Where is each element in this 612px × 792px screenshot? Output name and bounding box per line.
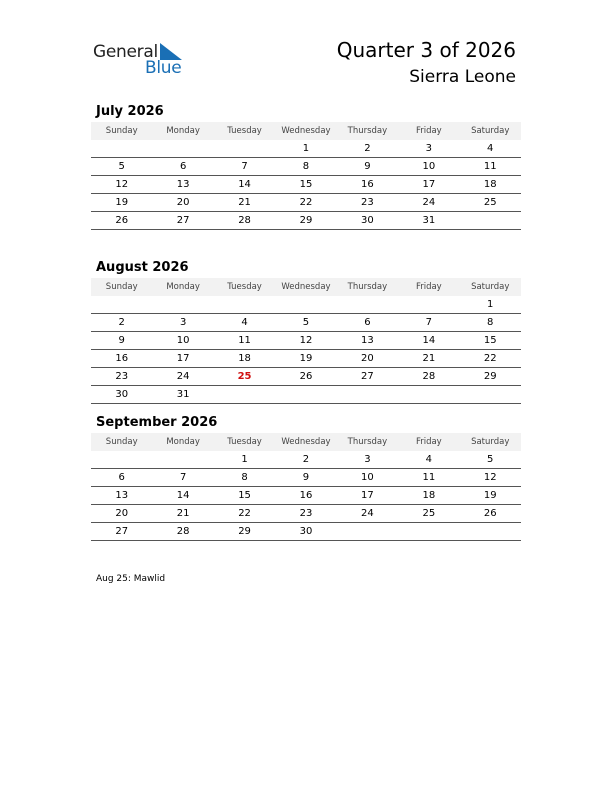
month-title: August 2026 — [96, 260, 189, 275]
day-cell: 15 — [299, 179, 313, 190]
day-cell: 19 — [115, 197, 129, 208]
day-cell: 1 — [241, 454, 248, 465]
weekday-header — [91, 433, 521, 451]
logo-general-text: General — [93, 42, 158, 62]
day-cell: 28 — [176, 526, 190, 537]
day-cell: 17 — [176, 353, 190, 364]
week-row — [91, 140, 521, 158]
day-cell: 11 — [422, 472, 436, 483]
week-row — [91, 332, 521, 350]
day-cell: 29 — [299, 215, 313, 226]
month-title: July 2026 — [96, 104, 164, 119]
day-cell: 18 — [422, 490, 436, 501]
weekday-label: Friday — [415, 126, 442, 136]
day-cell: 26 — [115, 215, 129, 226]
day-cell: 21 — [422, 353, 436, 364]
day-cell: 26 — [299, 371, 313, 382]
day-cell: 26 — [483, 508, 497, 519]
week-row — [91, 350, 521, 368]
week-row — [91, 296, 521, 314]
day-cell: 4 — [425, 454, 432, 465]
day-cell: 13 — [176, 179, 190, 190]
day-cell: 10 — [176, 335, 190, 346]
day-cell: 14 — [176, 490, 190, 501]
weekday-label: Sunday — [105, 126, 138, 136]
day-cell: 30 — [115, 389, 129, 400]
day-cell: 12 — [299, 335, 313, 346]
day-cell: 23 — [115, 371, 129, 382]
weekday-label: Thursday — [347, 282, 388, 292]
weekday-header — [91, 278, 521, 296]
day-cell: 24 — [361, 508, 374, 519]
day-cell: 11 — [483, 161, 497, 172]
day-cell: 31 — [422, 215, 436, 226]
weekday-label: Sunday — [105, 437, 138, 447]
day-cell: 4 — [487, 143, 494, 154]
day-cell: 20 — [176, 197, 190, 208]
week-row — [91, 451, 521, 469]
day-cell: 5 — [302, 317, 310, 328]
day-cell: 17 — [361, 490, 374, 501]
holiday-notes — [96, 574, 165, 584]
day-cell: 1 — [487, 299, 494, 310]
day-cell: 8 — [241, 472, 248, 483]
month-calendar-september — [91, 413, 521, 541]
day-cell: 23 — [361, 197, 374, 208]
day-cell: 21 — [238, 197, 251, 208]
day-cell: 4 — [241, 317, 248, 328]
week-row — [91, 487, 521, 505]
day-cell: 28 — [238, 215, 251, 226]
day-cell: 5 — [487, 454, 494, 465]
day-cell: 15 — [238, 490, 251, 501]
week-row — [91, 368, 521, 386]
holiday-day-cell: 25 — [237, 371, 252, 382]
day-cell: 16 — [299, 490, 313, 501]
day-cell: 25 — [483, 197, 497, 208]
weekday-label: Saturday — [471, 282, 510, 292]
month-calendar-august — [91, 258, 521, 404]
day-cell: 18 — [483, 179, 497, 190]
country-name: Sierra Leone — [409, 67, 516, 87]
day-cell: 29 — [483, 371, 497, 382]
weekday-header — [91, 122, 521, 140]
day-cell: 31 — [176, 389, 190, 400]
day-cell: 6 — [364, 317, 371, 328]
week-row — [91, 314, 521, 332]
day-cell: 27 — [115, 526, 129, 537]
day-cell: 20 — [115, 508, 129, 519]
weekday-label: Wednesday — [281, 437, 331, 447]
week-row — [91, 158, 521, 176]
day-cell: 8 — [487, 317, 494, 328]
day-cell: 6 — [118, 472, 125, 483]
day-cell: 7 — [241, 161, 248, 172]
day-cell: 18 — [238, 353, 251, 364]
week-row — [91, 505, 521, 523]
month-title: September 2026 — [96, 415, 218, 430]
day-cell: 3 — [364, 454, 371, 465]
day-cell: 17 — [422, 179, 436, 190]
weekday-label: Tuesday — [227, 437, 262, 447]
day-cell: 2 — [118, 317, 125, 328]
weekday-label: Monday — [166, 282, 200, 292]
day-cell: 9 — [118, 335, 125, 346]
day-cell: 19 — [299, 353, 313, 364]
month-calendar-july — [91, 102, 521, 230]
weekday-label: Sunday — [105, 282, 138, 292]
day-cell: 1 — [302, 143, 310, 154]
day-cell: 2 — [364, 143, 371, 154]
day-cell: 3 — [425, 143, 432, 154]
day-cell: 12 — [483, 472, 497, 483]
day-cell: 15 — [483, 335, 497, 346]
day-cell: 13 — [115, 490, 129, 501]
generalblue-logo — [93, 42, 193, 78]
week-row — [91, 523, 521, 541]
weekday-label: Thursday — [347, 437, 388, 447]
day-cell: 16 — [361, 179, 374, 190]
day-cell: 22 — [238, 508, 251, 519]
day-cell: 16 — [115, 353, 129, 364]
holiday-note: Aug 25: Mawlid — [96, 574, 166, 584]
day-cell: 23 — [299, 508, 313, 519]
weekday-label: Wednesday — [281, 126, 331, 136]
day-cell: 12 — [115, 179, 129, 190]
weekday-label: Monday — [166, 126, 200, 136]
day-cell: 6 — [179, 161, 187, 172]
weekday-label: Saturday — [471, 126, 510, 136]
day-cell: 8 — [302, 161, 310, 172]
day-cell: 21 — [176, 508, 190, 519]
weekday-label: Saturday — [471, 437, 510, 447]
day-cell: 11 — [238, 335, 251, 346]
day-cell: 19 — [483, 490, 497, 501]
day-cell: 7 — [425, 317, 432, 328]
week-row — [91, 194, 521, 212]
day-cell: 27 — [361, 371, 374, 382]
day-cell: 24 — [422, 197, 436, 208]
day-cell: 10 — [361, 472, 374, 483]
day-cell: 13 — [361, 335, 374, 346]
weekday-label: Thursday — [347, 126, 388, 136]
logo-blue-text: Blue — [145, 58, 182, 78]
week-row — [91, 176, 521, 194]
day-cell: 7 — [179, 472, 187, 483]
day-cell: 9 — [364, 161, 371, 172]
day-cell: 3 — [179, 317, 187, 328]
day-cell: 9 — [302, 472, 310, 483]
week-row — [91, 212, 521, 230]
day-cell: 22 — [299, 197, 313, 208]
weekday-label: Friday — [415, 437, 442, 447]
day-cell: 27 — [176, 215, 190, 226]
weekday-label: Tuesday — [227, 282, 262, 292]
day-cell: 25 — [422, 508, 436, 519]
day-cell: 14 — [238, 179, 251, 190]
day-cell: 28 — [422, 371, 436, 382]
page-title: Quarter 3 of 2026 — [336, 38, 516, 62]
day-cell: 30 — [361, 215, 374, 226]
week-row — [91, 469, 521, 487]
day-cell: 14 — [422, 335, 436, 346]
weekday-label: Monday — [166, 437, 200, 447]
day-cell: 2 — [302, 454, 310, 465]
weekday-label: Friday — [415, 282, 442, 292]
weekday-label: Tuesday — [227, 126, 262, 136]
day-cell: 20 — [361, 353, 374, 364]
day-cell: 24 — [176, 371, 190, 382]
day-cell: 5 — [118, 161, 125, 172]
day-cell: 30 — [299, 526, 313, 537]
day-cell: 10 — [422, 161, 436, 172]
day-cell: 29 — [238, 526, 251, 537]
week-row — [91, 386, 521, 404]
day-cell: 22 — [483, 353, 497, 364]
weekday-label: Wednesday — [281, 282, 331, 292]
